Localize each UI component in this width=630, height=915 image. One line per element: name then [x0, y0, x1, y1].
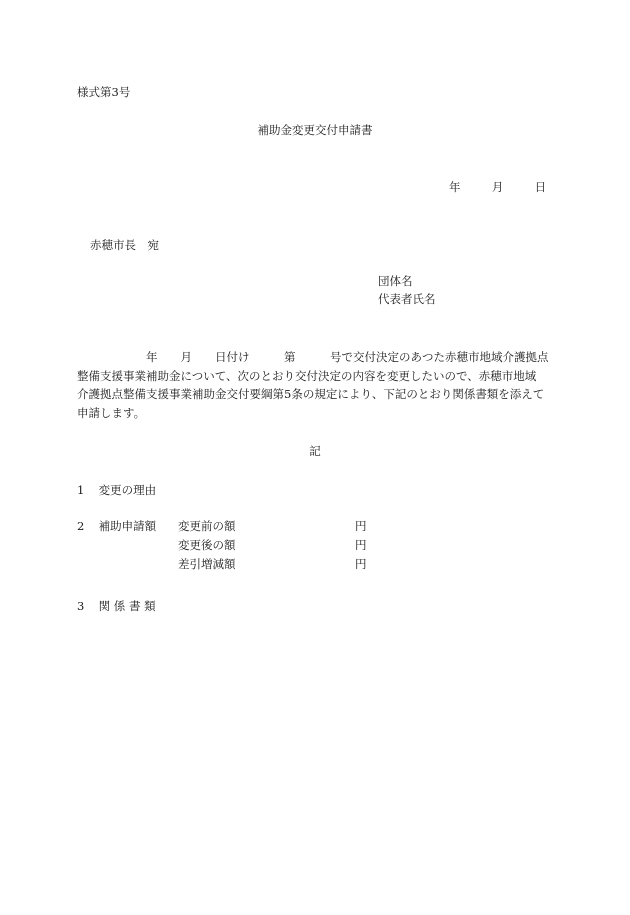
- body-line: 介護拠点整備支援事業補助金交付要綱第5条の規定により、下記のとおり関係書類を添えて: [77, 387, 545, 402]
- yen-unit: 円: [355, 538, 367, 552]
- item-number: 1: [77, 483, 85, 497]
- body-paragraph: [77, 348, 555, 422]
- item-amount: [77, 518, 156, 534]
- date-line: [449, 179, 546, 195]
- form-number: 様式第3号: [77, 85, 131, 99]
- yen-unit: 円: [355, 519, 367, 533]
- item-reason: [77, 482, 156, 498]
- representative-name-label: 代表者氏名: [378, 292, 436, 306]
- amount-row-before: [178, 518, 378, 534]
- body-line: 年 月 日付け 第 号で交付決定のあつた赤穂市地域介護拠点: [77, 350, 549, 364]
- amount-row-label: 変更前の額: [178, 519, 236, 533]
- item-documents: [77, 598, 156, 614]
- amount-row-difference: [178, 556, 378, 572]
- ki-heading: 記: [309, 444, 321, 458]
- date-month-label: 月: [491, 180, 504, 194]
- item-label: 変更の理由: [98, 483, 157, 497]
- date-day-label: 日: [534, 180, 547, 194]
- addressee: 赤穂市長 宛: [90, 238, 159, 252]
- body-line: 申請します。: [77, 405, 146, 420]
- yen-unit: 円: [355, 557, 367, 571]
- item-label: 補助申請額: [98, 519, 157, 533]
- item-number: 2: [77, 519, 85, 533]
- item-number: 3: [77, 599, 85, 613]
- document-title: 補助金変更交付申請書: [257, 123, 373, 137]
- body-line: 整備支援事業補助金について、次のとおり交付決定の内容を変更したいので、赤穂市地域: [77, 368, 537, 383]
- amount-row-label: 差引増減額: [178, 557, 236, 571]
- date-year-label: 年: [449, 180, 461, 194]
- amount-row-label: 変更後の額: [178, 538, 236, 552]
- item-label: 関 係 書 類: [98, 599, 156, 613]
- amount-row-after: [178, 537, 378, 553]
- organization-name-label: 団体名: [378, 274, 413, 288]
